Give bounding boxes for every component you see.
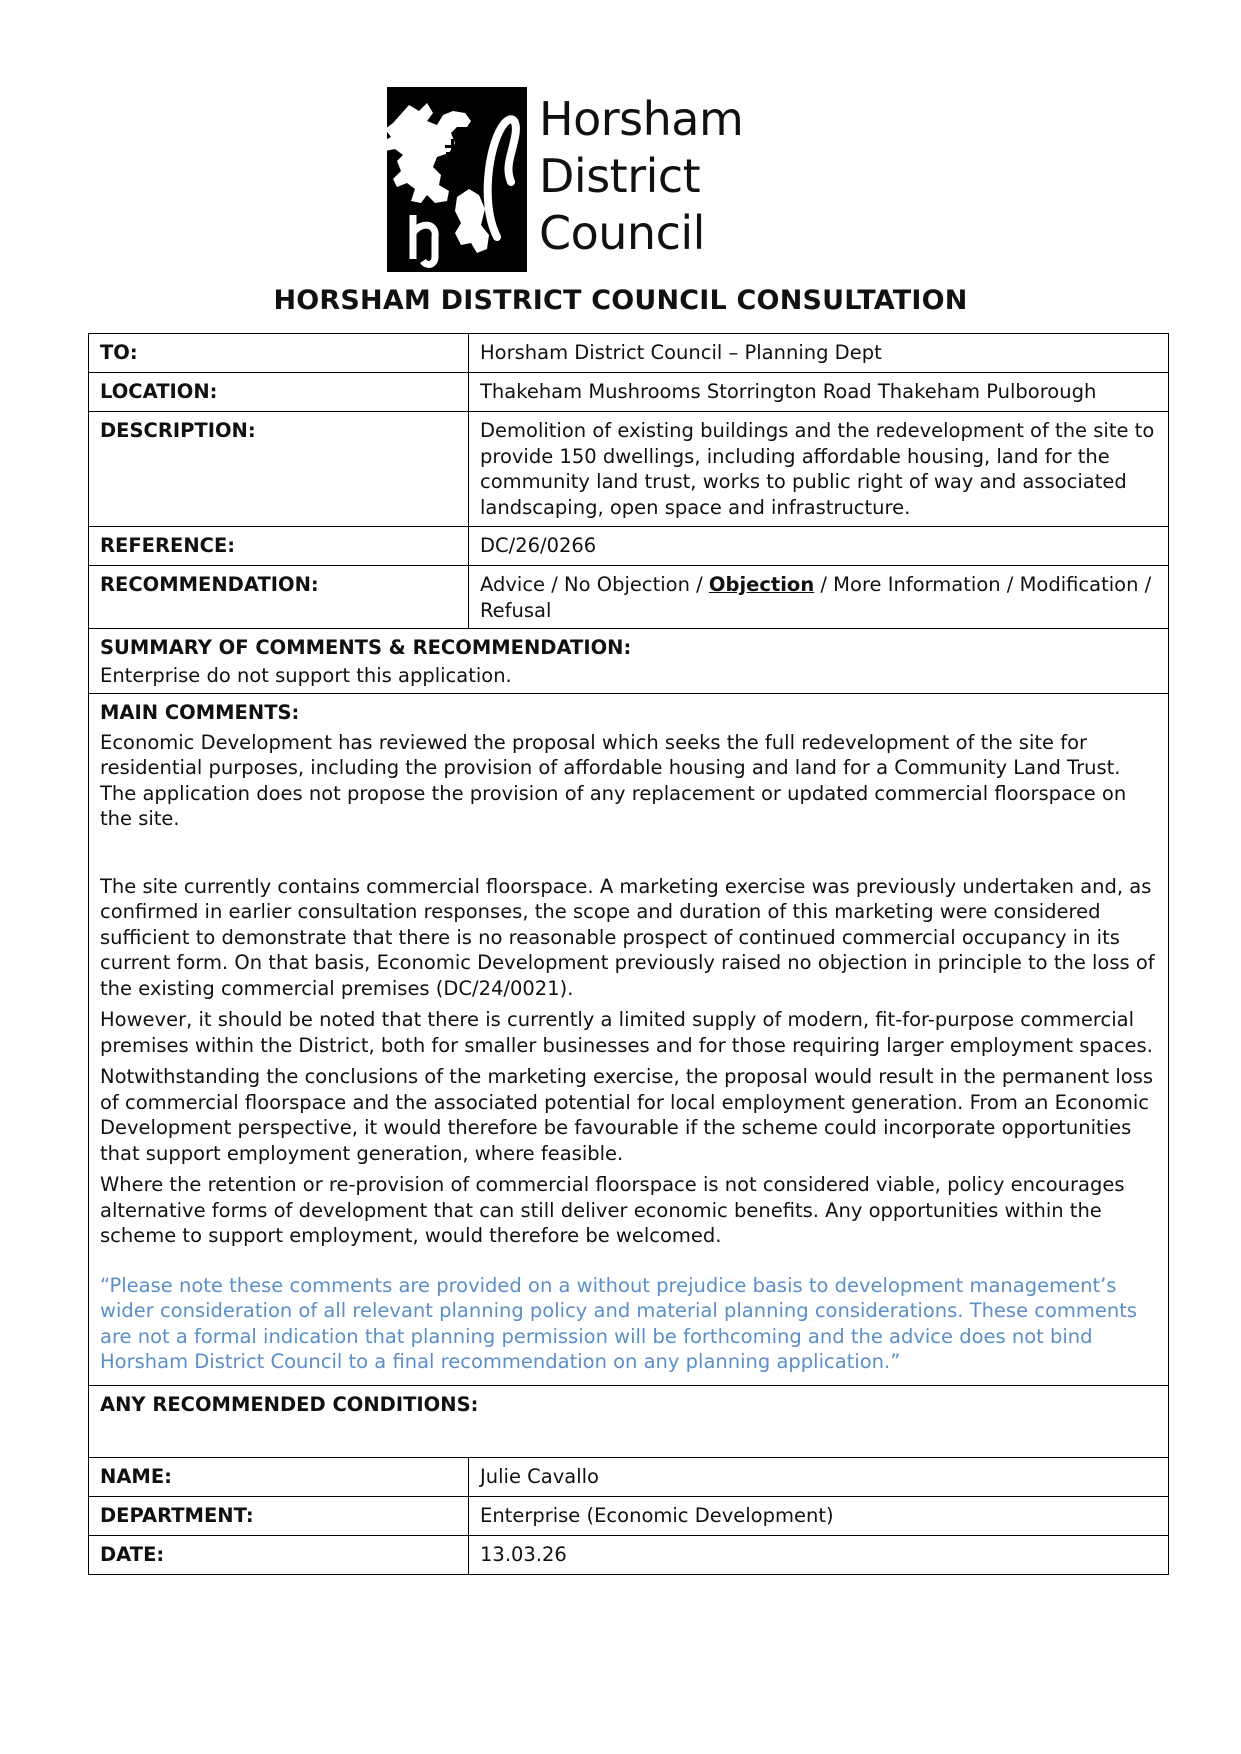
recommendation-selected: Objection [708, 573, 815, 596]
main-comments-paragraph-2: The site currently contains commercial floorspace. A marketing exercise was previously undertaken and, as confirmed in earlier consultation responses, the scope and duration of this marketing were considered sufficient to demonstrate that there is no reasonable prospect of continued commercial occupancy in its current form. On that basis, Economic Development previously raised no objection in principle to the loss of the existing commercial premises (DC/24/0021). [100, 874, 1155, 1000]
summary-label: SUMMARY OF COMMENTS & RECOMMENDATION: [100, 636, 632, 659]
location-label: LOCATION: [89, 373, 469, 412]
description-label: DESCRIPTION: [89, 412, 469, 527]
row-location [89, 373, 1169, 412]
row-conditions [89, 1385, 1169, 1457]
reference-label: REFERENCE: [89, 527, 469, 566]
logo-line-3: Council [539, 206, 705, 260]
row-reference [89, 527, 1169, 566]
row-name [89, 1457, 1169, 1496]
row-main-comments [89, 694, 1169, 1386]
row-date [89, 1535, 1169, 1574]
name-label: NAME: [89, 1457, 469, 1496]
main-comments-paragraph-1: Economic Development has reviewed the proposal which seeks the full redevelopment of the site for residential purposes, including the provision of affordable housing and land for a Community Land Trust. The application does not propose the provision of any replacement or updated commercial floorspace on the site. [100, 730, 1127, 830]
location-value: Thakeham Mushrooms Storrington Road Thakeham Pulborough [469, 373, 1169, 412]
department-value: Enterprise (Economic Development) [469, 1496, 1169, 1535]
summary-text: Enterprise do not support this application. [100, 663, 512, 687]
to-value: Horsham District Council – Planning Dept [469, 334, 1169, 373]
main-comments-label: MAIN COMMENTS: [100, 701, 300, 724]
date-value: 13.03.26 [469, 1535, 1169, 1574]
main-comments-paragraph-4: Notwithstanding the conclusions of the marketing exercise, the proposal would result in the permanent loss of commercial floorspace and the associated potential for local employment generation. From an Economic Development perspective, it would therefore be favourable if the scheme could incorporate opportunities that support employment generation, where feasible. [100, 1065, 1154, 1165]
main-comments-cell [89, 694, 1169, 1386]
date-label: DATE: [89, 1535, 469, 1574]
summary-cell [89, 629, 1169, 694]
main-comments-paragraph-3: However, it should be noted that there is currently a limited supply of modern, fit-for-purpose commercial premises within the District, both for smaller businesses and for those requiring larger employment spaces. [100, 1008, 1153, 1057]
logo-line-1: Horsham [539, 92, 744, 146]
recommendation-value [469, 566, 1169, 629]
disclaimer-text: “Please note these comments are provided on a without prejudice basis to development management’s wider consideration of all relevant planning policy and material planning considerations. These comments are not a formal indication that planning permission will be forthcoming and the advice does not bind Horsham District Council to a final recommendation on any planning application.” [100, 1273, 1138, 1373]
row-description [89, 412, 1169, 527]
conditions-label: ANY RECOMMENDED CONDITIONS: [100, 1392, 479, 1416]
reference-value: DC/26/0266 [469, 527, 1169, 566]
council-logo [387, 87, 747, 275]
row-summary [89, 629, 1169, 694]
main-comments-paragraph-5: Where the retention or re-provision of commercial floorspace is not considered viable, policy encourages alternative forms of development that can still deliver economic benefits. Any opportunities within the scheme to support employment, would therefore be welcomed. [100, 1173, 1125, 1247]
description-value: Demolition of existing buildings and the redevelopment of the site to provide 150 dwellings, including affordable housing, land for the community land trust, works to public right of way and associated landscaping, open space and infrastructure. [469, 412, 1169, 527]
recommendation-label: RECOMMENDATION: [89, 566, 469, 629]
logo-line-2: District [539, 149, 701, 203]
paragraph-gap [100, 838, 1158, 874]
council-name-wordmark [539, 87, 743, 275]
department-label: DEPARTMENT: [89, 1496, 469, 1535]
page-title: HORSHAM DISTRICT COUNCIL CONSULTATION [273, 285, 968, 316]
row-recommendation [89, 566, 1169, 629]
consultation-form [88, 333, 1169, 1575]
name-value: Julie Cavallo [469, 1457, 1169, 1496]
lion-rampant-crest-icon [387, 87, 527, 272]
conditions-cell [89, 1385, 1169, 1457]
to-label: TO: [89, 334, 469, 373]
recommendation-options-before: Advice / No Objection / [480, 573, 709, 596]
row-department [89, 1496, 1169, 1535]
recommendation-options-after: / More Information / Modification / Refusal [480, 573, 1152, 622]
row-to [89, 334, 1169, 373]
